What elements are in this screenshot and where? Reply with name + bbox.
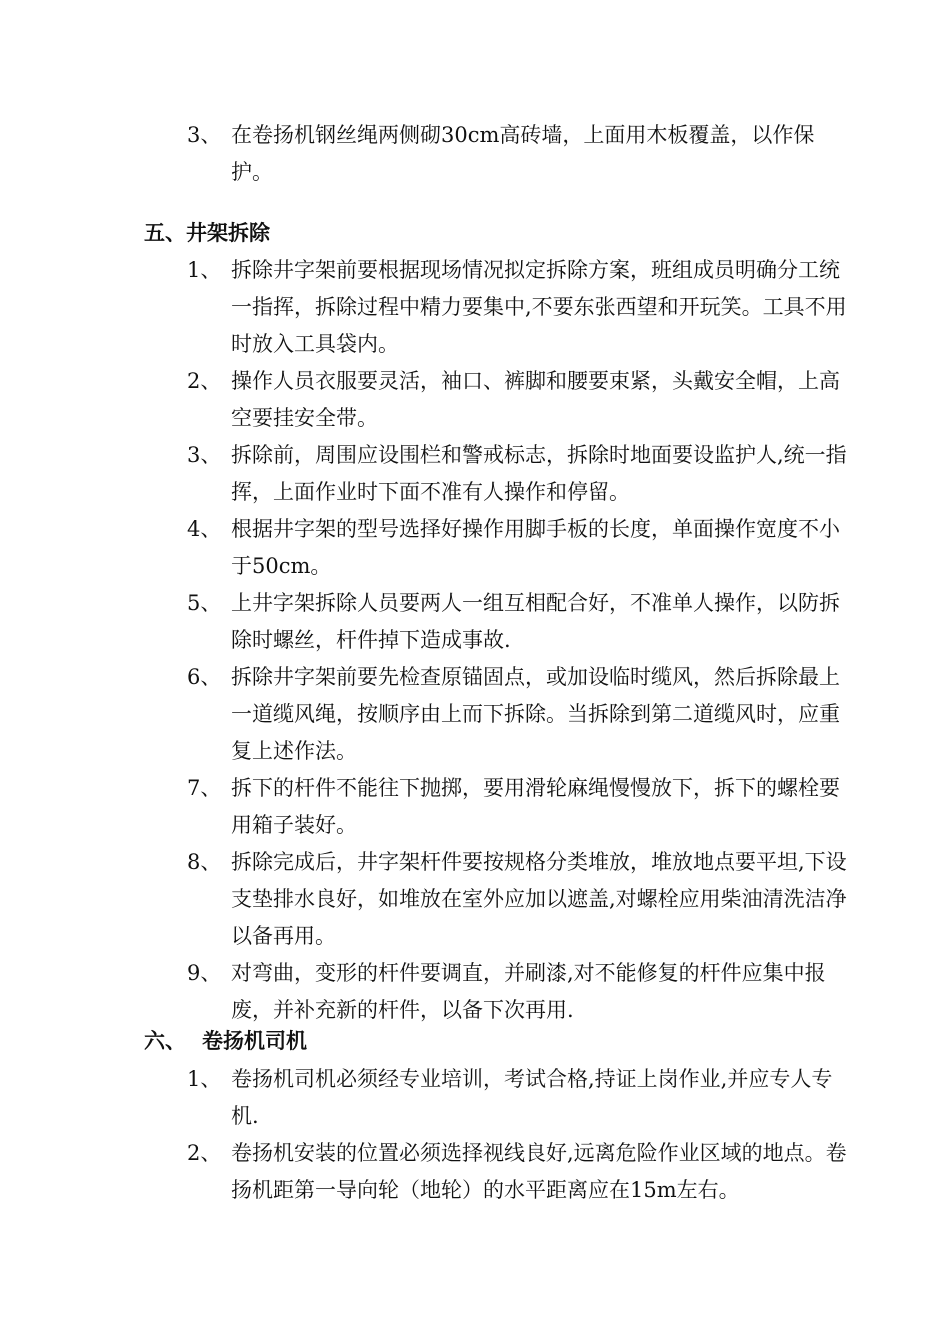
item-text: 卷扬机司机必须经专业培训，考试合格,持证上岗作业,并应专人专机. <box>231 1067 833 1128</box>
item-text: 拆除前，周围应设围栏和警戒标志，拆除时地面要设监护人,统一指挥，上面作业时下面不准有人操作和停留。 <box>231 443 847 504</box>
item-text: 拆除完成后，井字架杆件要按规格分类堆放，堆放地点要平坦,下设支垫排水良好，如堆放在室外应加以遮盖,对螺栓应用柴油清洗洁净以备再用。 <box>231 850 847 948</box>
item-number: 7、 <box>187 776 222 800</box>
item-number: 6、 <box>187 665 222 689</box>
item-number: 2、 <box>187 1141 222 1165</box>
item-number: 3、 <box>187 123 222 147</box>
item-text: 在卷扬机钢丝绳两侧砌30cm高砖墙，上面用木板覆盖，以作保护。 <box>231 123 815 184</box>
item-text: 对弯曲，变形的杆件要调直，并刷漆,对不能修复的杆件应集中报废，并补充新的杆件，以备下次再用. <box>231 961 826 1022</box>
item-text: 上井字架拆除人员要两人一组互相配合好，不准单人操作，以防拆除时螺丝，杆件掉下造成事故. <box>231 591 840 652</box>
item-text: 拆除井字架前要先检查原锚固点，或加设临时缆风，然后拆除最上一道缆风绳，按顺序由上而下拆除。当拆除到第二道缆风时，应重复上述作法。 <box>231 665 840 763</box>
item-number: 8、 <box>187 850 222 874</box>
item-text: 卷扬机安装的位置必须选择视线良好,远离危险作业区域的地点。卷扬机距第一导向轮（地轮）的水平距离应在15m左右。 <box>231 1141 847 1202</box>
item-number: 4、 <box>187 517 222 541</box>
item-number: 5、 <box>187 591 222 615</box>
item-number: 1、 <box>187 258 222 282</box>
item-text: 拆下的杆件不能往下抛掷，要用滑轮麻绳慢慢放下，拆下的螺栓要用箱子装好。 <box>231 776 840 837</box>
section-number: 六、 <box>144 1029 186 1053</box>
item-number: 3、 <box>187 443 222 467</box>
item-number: 1、 <box>187 1067 222 1091</box>
item-number: 2、 <box>187 369 222 393</box>
item-text: 操作人员衣服要灵活，袖口、裤脚和腰要束紧，头戴安全帽，上高空要挂安全带。 <box>231 369 840 430</box>
item-text: 拆除井字架前要根据现场情况拟定拆除方案，班组成员明确分工统一指挥，拆除过程中精力要集中,不要东张西望和开玩笑。工具不用时放入工具袋内。 <box>231 258 847 356</box>
section-heading <box>144 1023 307 1060</box>
item-number: 9、 <box>187 961 222 985</box>
section-title: 卷扬机司机 <box>202 1029 307 1053</box>
item-text: 根据井字架的型号选择好操作用脚手板的长度，单面操作宽度不小于50cm。 <box>231 517 840 578</box>
section-heading: 五、井架拆除 <box>144 221 270 245</box>
